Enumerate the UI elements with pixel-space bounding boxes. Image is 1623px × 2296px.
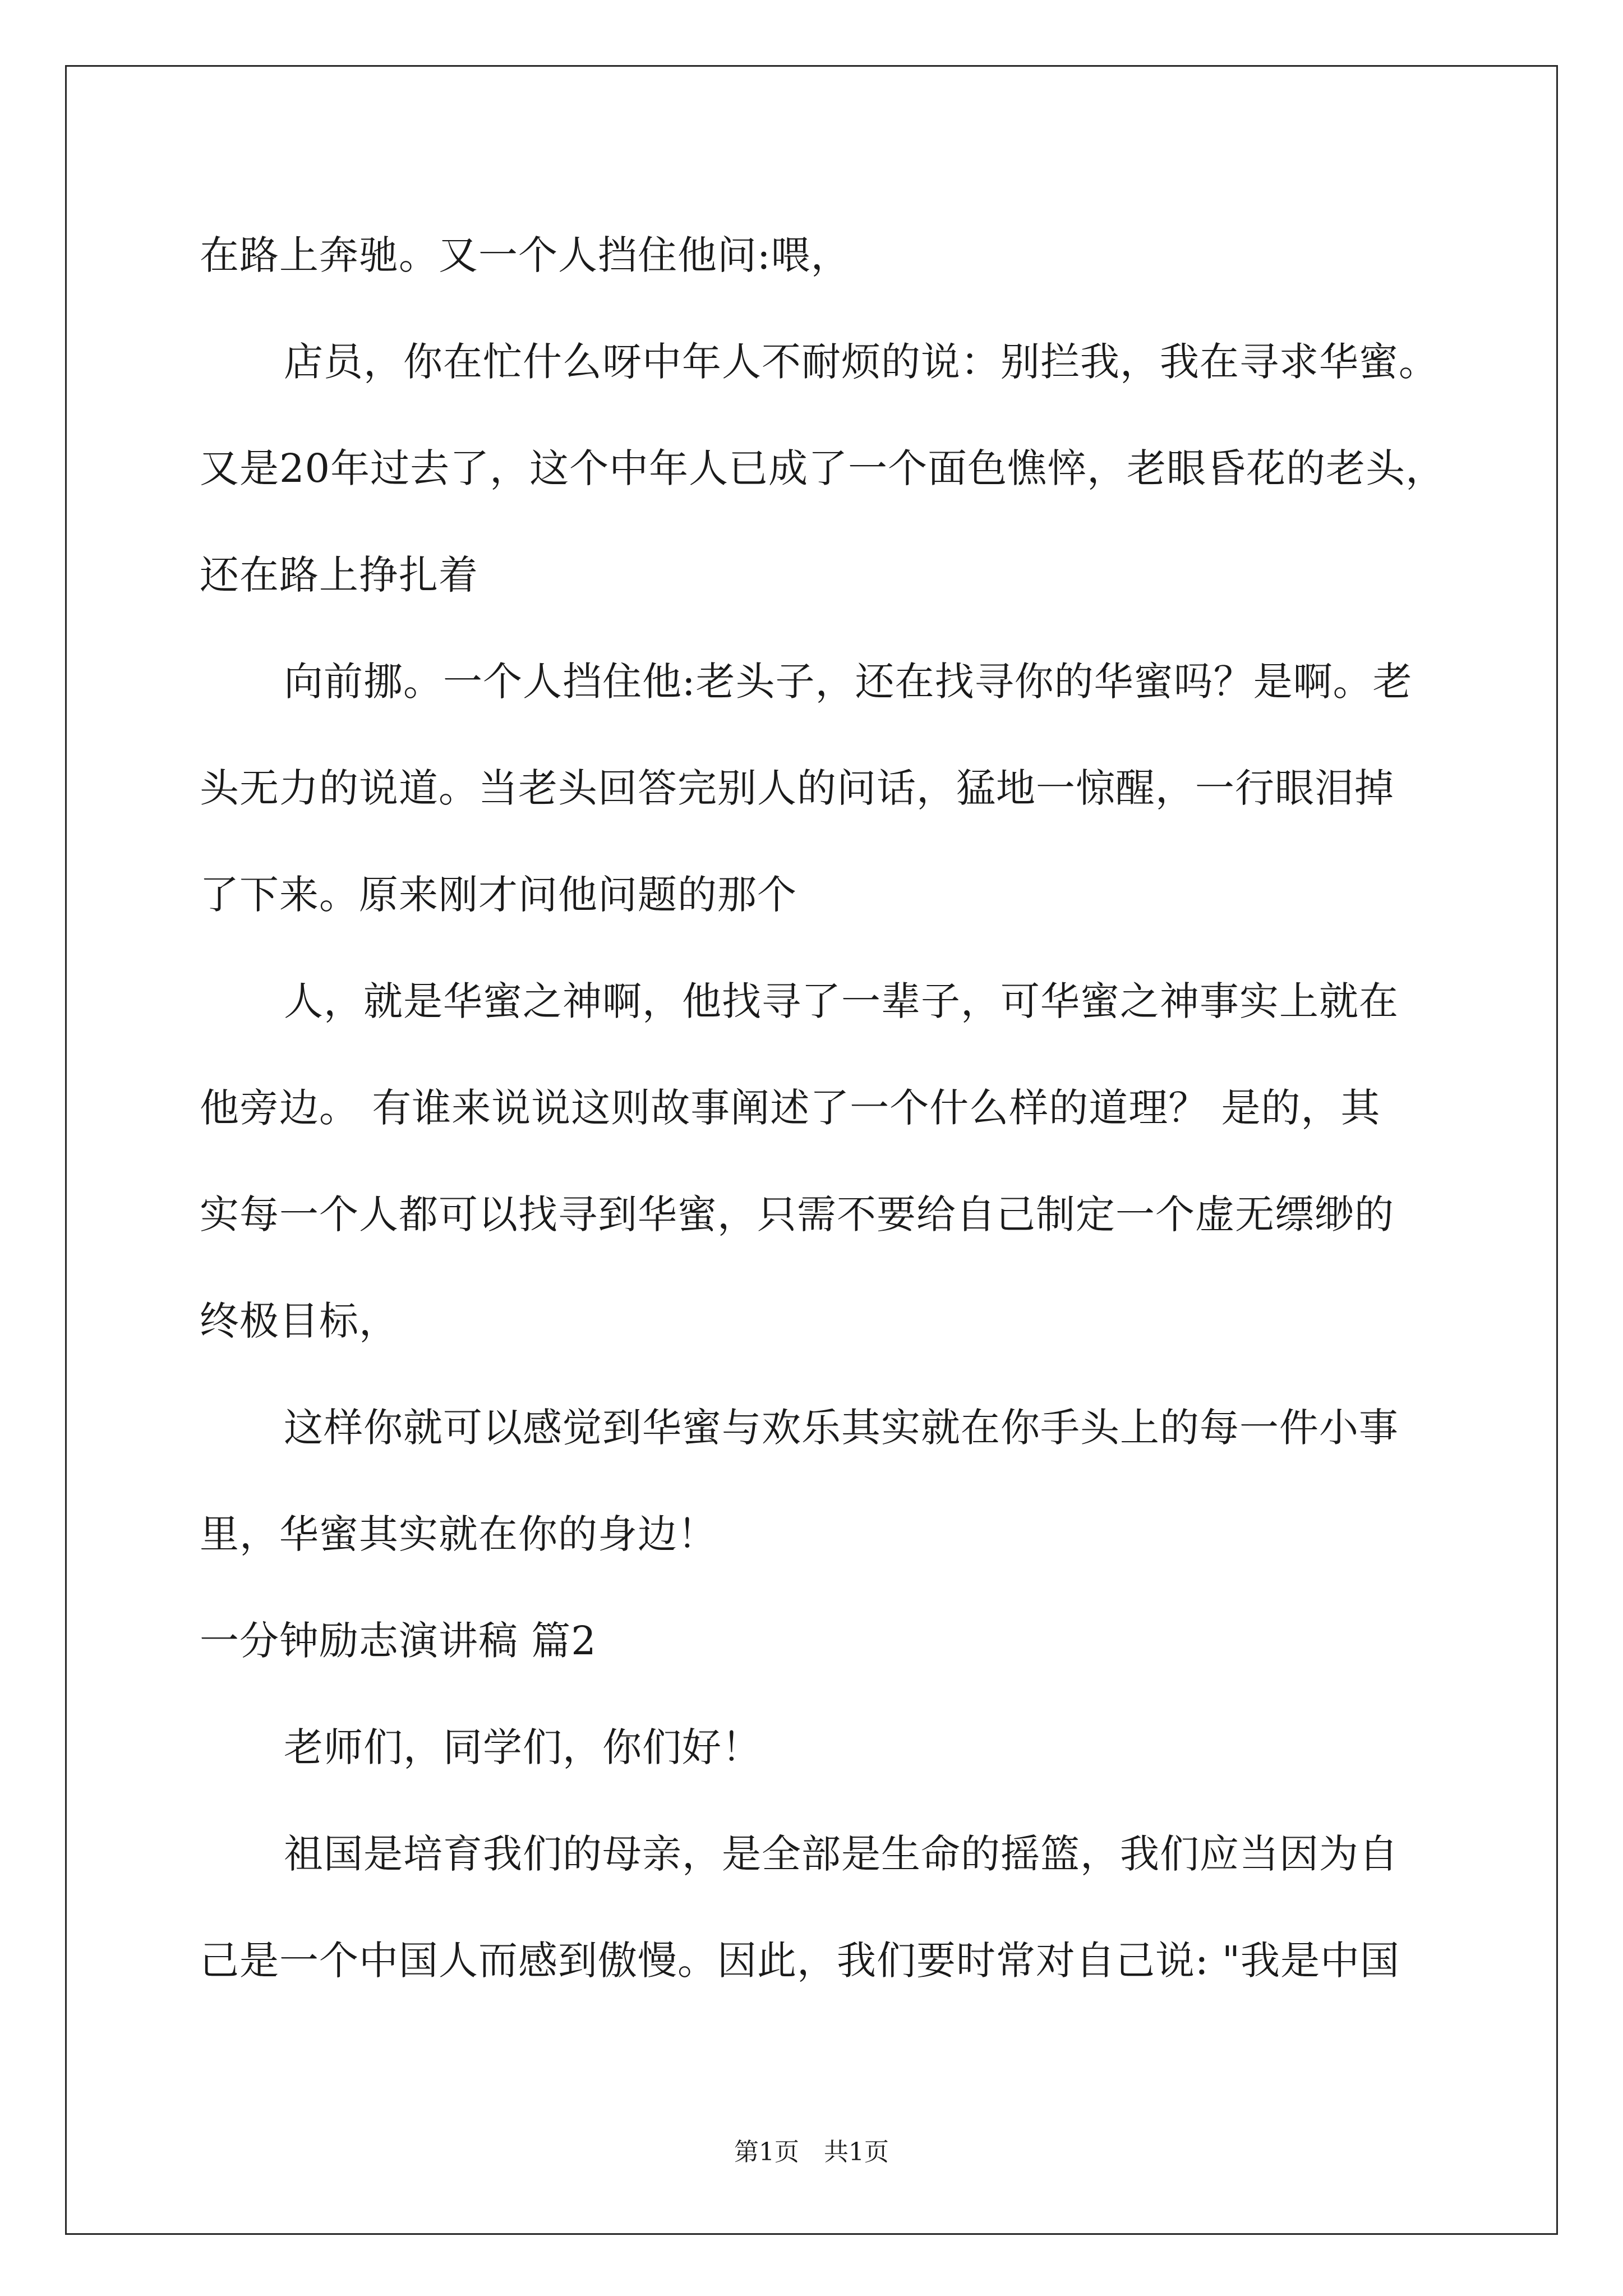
text-line: 里，华蜜其实就在你的身边！ bbox=[200, 1511, 717, 1557]
page-border bbox=[65, 65, 1558, 2235]
text-line: 他旁边。 有谁来说说这则故事阐述了一个什么样的道理？ 是的，其 bbox=[200, 1085, 1381, 1131]
text-line: 向前挪。一个人挡住他:老头子，还在找寻你的华蜜吗？是啊。老 bbox=[284, 659, 1413, 705]
text-line: 老师们，同学们，你们好！ bbox=[284, 1724, 762, 1770]
text-line: 了下来。原来刚才问他问题的那个 bbox=[200, 872, 797, 918]
text-line: 祖国是培育我们的母亲，是全部是生命的摇篮，我们应当因为自 bbox=[284, 1831, 1399, 1877]
text-line: 实每一个人都可以找寻到华蜜，只需不要给自己制定一个虚无缥缈的 bbox=[200, 1191, 1394, 1237]
page-number: 第1页 共1页 bbox=[734, 2138, 889, 2166]
text-line: 又是20年过去了，这个中年人已成了一个面色憔悴，老眼昏花的老头， bbox=[200, 445, 1446, 491]
text-line: 终极目标， bbox=[200, 1298, 399, 1344]
text-line: 在路上奔驰。又一个人挡住他问:喂， bbox=[200, 232, 851, 278]
section-heading: 一分钟励志演讲稿 篇2 bbox=[200, 1618, 597, 1664]
text-line: 还在路上挣扎着 bbox=[200, 552, 478, 598]
text-line: 人，就是华蜜之神啊，他找寻了一辈子，可华蜜之神事实上就在 bbox=[284, 978, 1399, 1024]
text-line: 这样你就可以感觉到华蜜与欢乐其实就在你手头上的每一件小事 bbox=[284, 1405, 1399, 1451]
text-line: 己是一个中国人而感到傲慢。因此，我们要时常对自己说: "我是中国 bbox=[200, 1938, 1400, 1984]
text-line: 店员，你在忙什么呀中年人不耐烦的说：别拦我，我在寻求华蜜。 bbox=[284, 339, 1438, 385]
text-line: 头无力的说道。当老头回答完别人的问话，猛地一惊醒，一行眼泪掉 bbox=[200, 765, 1394, 811]
